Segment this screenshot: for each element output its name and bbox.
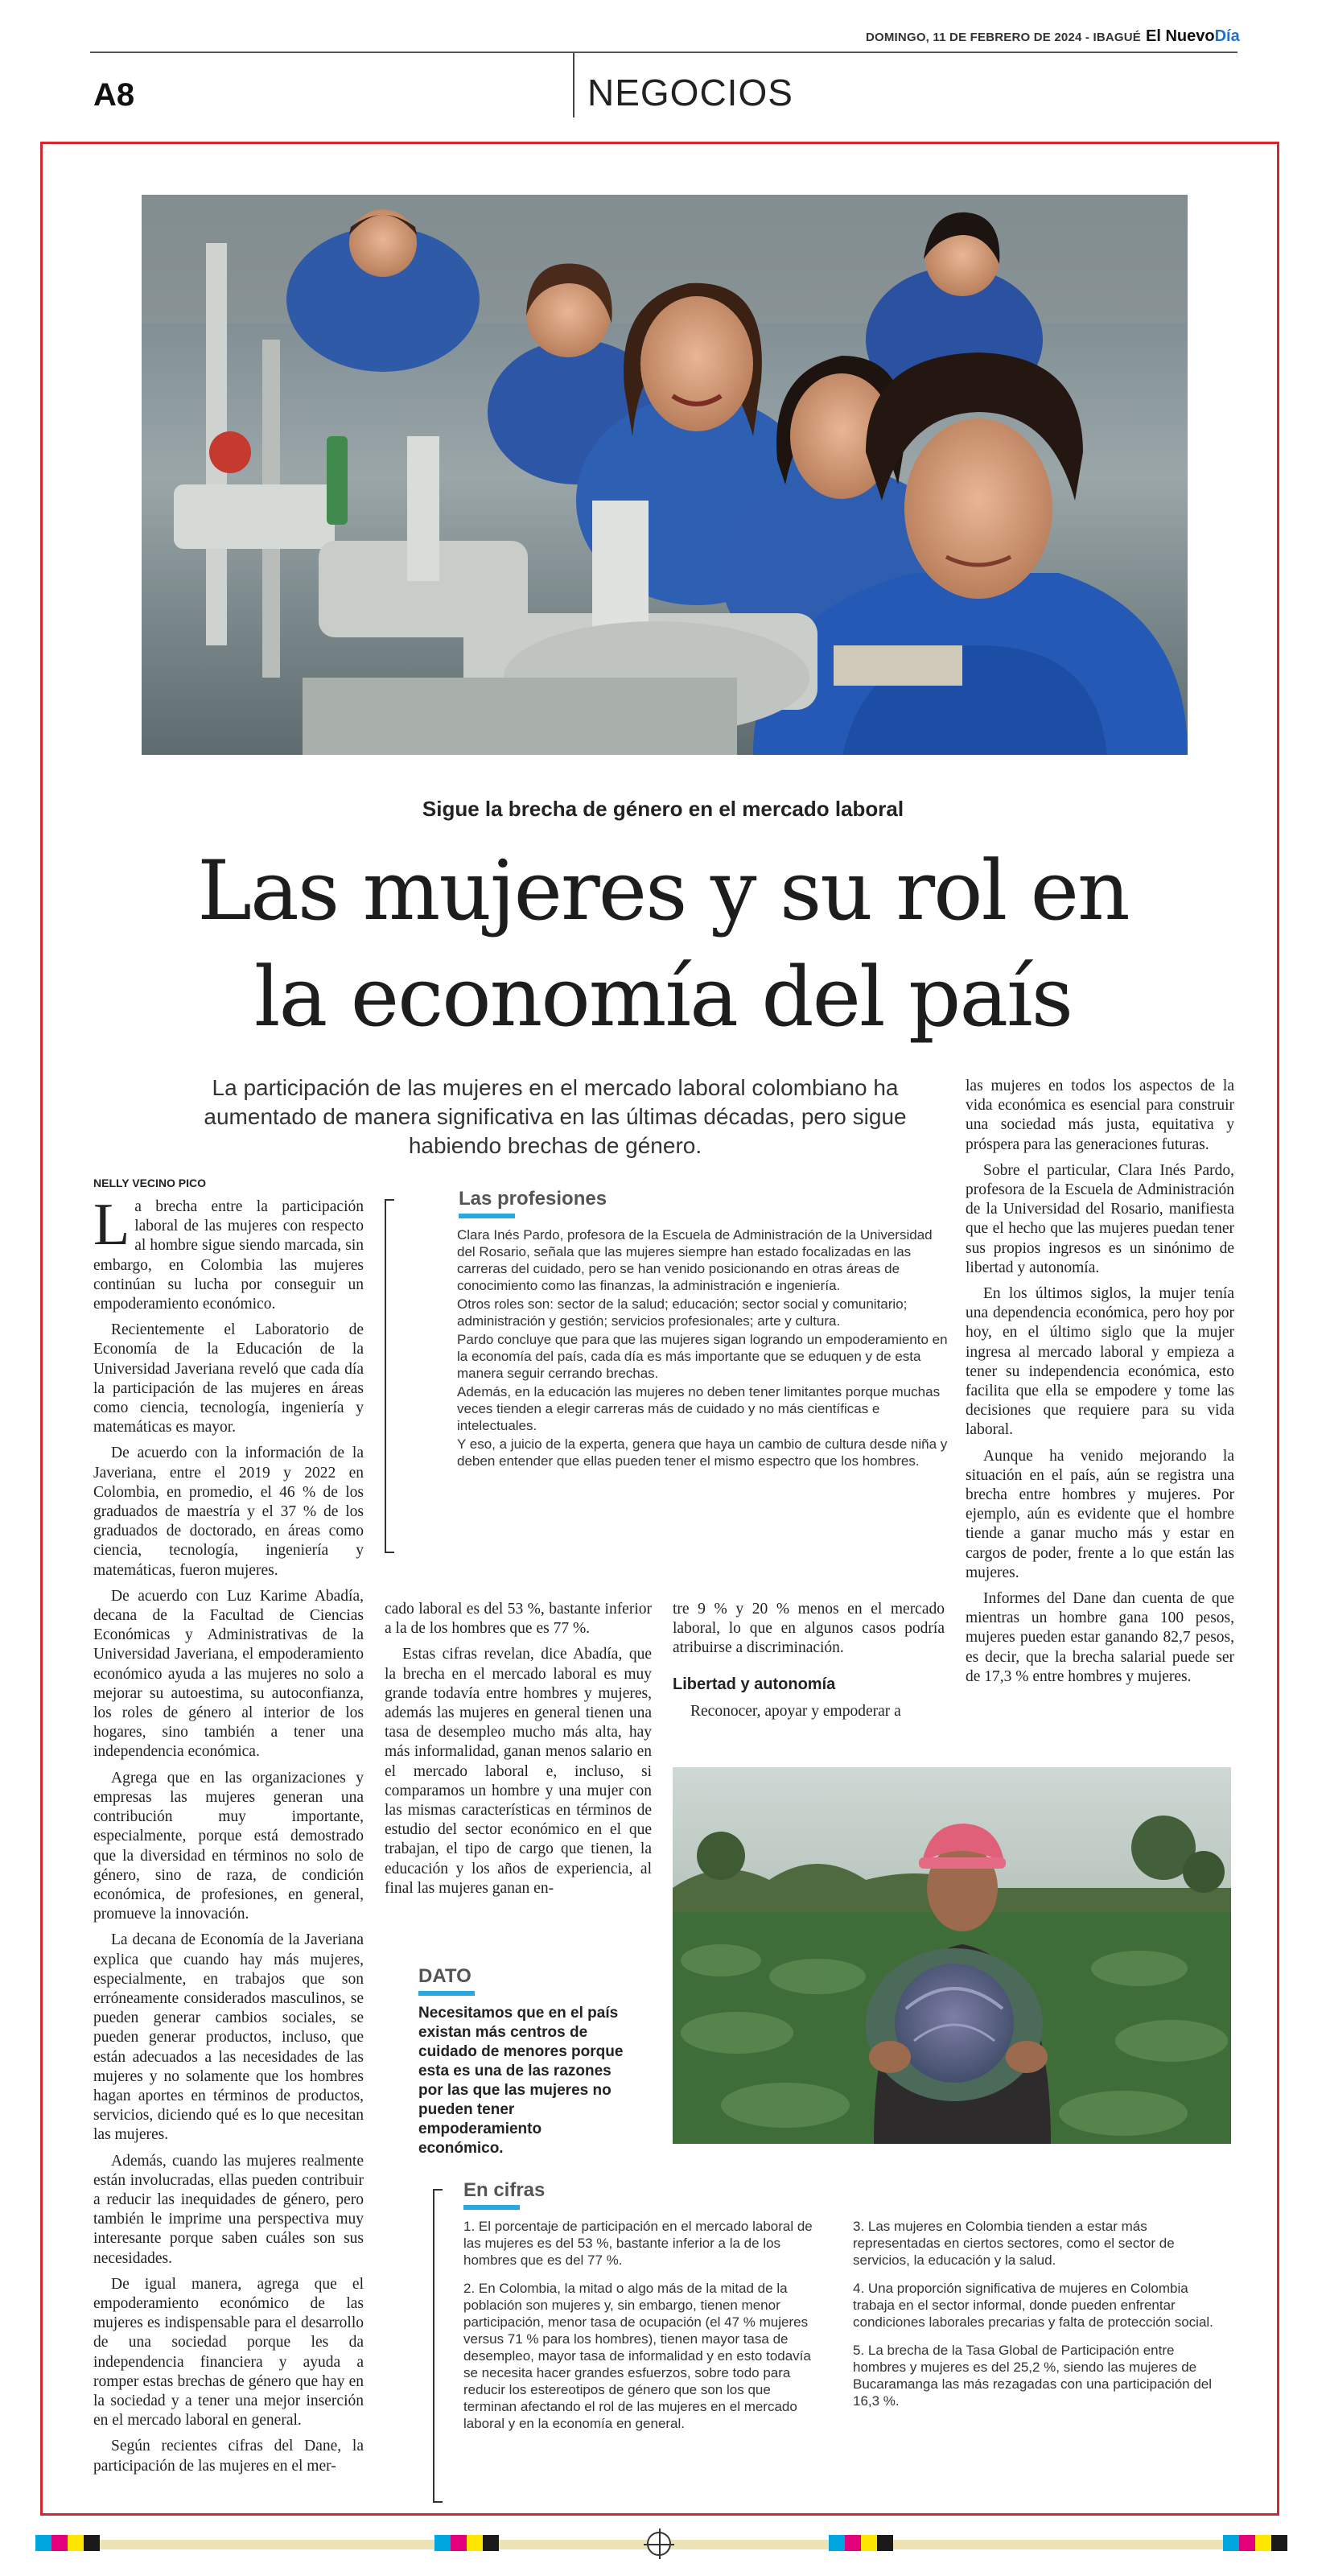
profesiones-paragraph: Y eso, a juicio de la experta, genera que haya un cambio de cultura desde niña y deben entender que ellas pueden tener el mismo espectro que los hombres.	[457, 1436, 948, 1469]
profesiones-paragraph: Pardo concluye que para que las mujeres sigan logrando un empoderamiento en la economía del país, cada día es más importante que se eduquen y de esta manera seguir cerrando brechas.	[457, 1332, 948, 1381]
sewing-factory-photo	[142, 195, 1188, 755]
cifras-column-right	[853, 2218, 1215, 2443]
paragraph: Estas cifras revelan, dice Abadía, que la brecha en el mercado laboral es muy grande todavía entre hombres y mujeres, además las mujeres en general tienen una tasa de desempleo mucho más alta, hay más informalidad, ganan menos salario en el mercado laboral e, incluso, si comparamos un hombre y una mujer con las mismas características en términos de estudio del sector económico en el que trabajan, el tipo de cargo que tienen, la educación y los años de experiencia, al final las mujeres ganan en-	[385, 1646, 652, 1897]
paragraph: Recientemente el Laboratorio de Economía de la Educación de la Universidad Javeriana reveló que cada día la participación de las mujeres en áreas como ciencia, tecnología, ingeniería y matemáticas es mayor.	[93, 1321, 364, 1436]
section-divider	[573, 53, 574, 117]
cifras-column-left	[463, 2218, 826, 2443]
cabbage-farmer-photo	[673, 1767, 1231, 2144]
profesiones-paragraph: Además, en la educación las mujeres no deben tener limitantes porque muchas veces tienden a elegir carreras más de cuidado y no más científicas e intelectuales.	[457, 1384, 941, 1433]
cifras-item: 5. La brecha de la Tasa Global de Participación entre hombres y mujeres es del 25,2 %, siendo las mujeres de Bucaramanga las más rezagadas con una participación del 16,3 %.	[853, 2343, 1213, 2409]
paragraph: La brecha entre la participación laboral de las mujeres con respecto al hombre sigue siendo marcada, sin embargo, en Colombia las mujeres continúan su lucha por conseguir un empoderamiento económico.	[93, 1192, 364, 1313]
paragraph: Informes del Dane dan cuenta de que mientras un hombre gana 100 pesos, mujeres pueden estar ganando 82,7 pesos, es decir, que la brecha salarial puede ser de 17,3 % entre hombres y mujeres.	[966, 1590, 1234, 1685]
profesiones-box	[385, 1188, 948, 1471]
paragraph: En los últimos siglos, la mujer tenía una dependencia económica, pero hoy por hoy, en el último siglo que la mujer ingresa al mercado laboral y empieza a tener su independencia económica, esto facilita que ella se empodere y tome las decisiones que requiere para su vida laboral.	[966, 1285, 1234, 1439]
yellow-swatch	[68, 2535, 84, 2551]
yellow-swatch	[861, 2535, 877, 2551]
cifras-item: 2. En Colombia, la mitad o algo más de la mitad de la población son mujeres y, sin embargo, tienen menor participación, menor tasa de ocupación (el 47 % mujeres versus 71 % para los hombres), tienen mayor tasa de desempleo, mayor tasa de informalidad y en esto todavía se necesita hacer grandes esfuerzos, sobre todo para reducir los estereotipos de género que son los que terminan afectando el rol de las mujeres en el mercado laboral y en la economía en general.	[463, 2281, 811, 2431]
accent-bar	[463, 2205, 520, 2210]
black-swatch	[84, 2535, 100, 2551]
article-lede: La participación de las mujeres en el mercado laboral colombiano ha aumentado de manera significativa en las últimas décadas, pero sigue habiendo brechas de género.	[204, 1075, 907, 1158]
paragraph: De acuerdo con Luz Karime Abadía, decana de la Facultad de Ciencias Económicas y Administrativas de la Universidad Javeriana, el empoderamiento económico ayuda a las mujeres no solo a mejorar su autoestima, su autoconfianza, los roles de género al interior de los hogares, sino también a tener una independencia económica.	[93, 1587, 364, 1761]
profesiones-paragraph: Otros roles son: sector de la salud; educación; sector social y comunitario; administración y gestión; servicios profesionales; arte y cultura.	[457, 1296, 908, 1329]
magenta-swatch	[1239, 2535, 1255, 2551]
headline-line-1: Las mujeres y su rol en	[197, 843, 1129, 939]
cifras-item: 4. Una proporción significativa de mujeres en Colombia trabaja en el sector informal, donde pueden enfrentar condiciones laborales precarias y falta de protección social.	[853, 2281, 1213, 2330]
profesiones-title: Las profesiones	[459, 1188, 607, 1210]
paragraph: Agrega que en las organizaciones y empresas las mujeres generan una contribución muy importante, especialmente, porque está demostrado que la diversidad en términos no solo de género, sino de raza, de condición económica, de profesiones, en general, promueve la innovación.	[93, 1769, 364, 1923]
cifras-bracket	[433, 2189, 443, 2503]
cyan-swatch	[829, 2535, 845, 2551]
magenta-swatch	[451, 2535, 467, 2551]
paragraph: tre 9 % y 20 % menos en el mercado laboral, lo que en algunos casos podría atribuirse a discriminación.	[673, 1601, 945, 1657]
page-number: A8	[93, 77, 135, 113]
body-column-3	[673, 1600, 945, 1728]
section-title: NEGOCIOS	[587, 72, 793, 113]
paragraph: cado laboral es del 53 %, bastante inferior a la de los hombres que es 77 %.	[385, 1601, 652, 1638]
header-rule	[90, 52, 1237, 53]
paragraph: De acuerdo con la información de la Javeriana, entre el 2019 y 2022 en Colombia, en promedio, el 46 % de los graduados de maestría y el 37 % de los graduados de doctorado, en áreas como ciencia, tecnología, ingeniería y matemáticas, fueron mujeres.	[93, 1445, 364, 1579]
edition-date: DOMINGO, 11 DE FEBRERO DE 2024 - IBAGUÉ	[865, 31, 1141, 44]
cifras-columns	[463, 2218, 1236, 2443]
article-headline	[0, 839, 1326, 1051]
dato-title: DATO	[418, 1965, 472, 1987]
logo-accent: Día	[1214, 27, 1240, 45]
black-swatch	[877, 2535, 893, 2551]
magenta-swatch	[51, 2535, 68, 2551]
registration-mark-icon	[647, 2532, 671, 2556]
dato-text: Necesitamos que en el país existan más centros de cuidado de menores porque esta es una de las razones por las que las mujeres no pueden tener empoderamiento económico.	[418, 2005, 624, 2157]
black-swatch	[1271, 2535, 1287, 2551]
paragraph: Reconocer, apoyar y empoderar a	[690, 1702, 901, 1720]
paragraph: Aunque ha venido mejorando la situación en el país, aún se registra una brecha entre hombres y mujeres. Por ejemplo, aún es evidente que el hombre tiende a ganar mucho más y estar en cargos de poder, frente a lo que están las mujeres.	[966, 1447, 1234, 1581]
magenta-swatch	[845, 2535, 861, 2551]
cyan-swatch	[1223, 2535, 1239, 2551]
black-swatch	[483, 2535, 499, 2551]
cifras-item: 3. Las mujeres en Colombia tienden a estar más representadas en ciertos sectores, como el sector de servicios, la educación y la salud.	[853, 2219, 1175, 2268]
drop-cap: L	[93, 1192, 130, 1258]
yellow-swatch	[1255, 2535, 1271, 2551]
paragraph: Además, cuando las mujeres realmente están involucradas, ellas pueden contribuir a reducir las inequidades de género, pero también le imprime una perspectiva muy interesante porque saben cuáles son sus necesidades.	[93, 2152, 364, 2267]
article-kicker: Sigue la brecha de género en el mercado laboral	[422, 797, 904, 821]
accent-bar	[459, 1214, 515, 1218]
paragraph: Según recientes cifras del Dane, la participación de las mujeres en el mer-	[93, 2438, 364, 2475]
body-column-4	[966, 1077, 1234, 1693]
paragraph: las mujeres en todos los aspectos de la vida económica es esencial para construir una sociedad más justa, equitativa y próspera para las generaciones futuras.	[966, 1078, 1234, 1153]
profesiones-paragraph: Clara Inés Pardo, profesora de la Escuela de Administración de la Universidad del Rosario, señala que las mujeres siempre han estado focalizadas en las carreras del cuidado, pero se han venido posicionando en otras áreas de conocimiento como las finanzas, la administración e ingeniería.	[457, 1227, 933, 1293]
dato-box	[418, 1965, 628, 2158]
newspaper-logo	[1146, 27, 1240, 46]
logo-main: El Nuevo	[1146, 27, 1215, 45]
paragraph: Sobre el particular, Clara Inés Pardo, profesora de la Escuela de Administración de la Universidad del Rosario, manifiesta que el hecho que las mujeres puedan tener sus propios ingresos es un sinónimo de libertad y autonomía.	[966, 1161, 1234, 1276]
headline-line-2: la economía del país	[253, 950, 1073, 1045]
profesiones-text	[457, 1226, 948, 1469]
cifras-item: 1. El porcentaje de participación en el mercado laboral de las mujeres es del 53 %, bastante inferior a la de los hombres que es del 77 %.	[463, 2219, 813, 2268]
paragraph: De igual manera, agrega que el empoderamiento económico de las mujeres es indispensable para el desarrollo de una sociedad porque les da independencia financiera y ayuda a romper estas brechas de género que hay en la sociedad y a tener una mejor inserción en el mercado laboral en general.	[93, 2275, 364, 2430]
byline: NELLY VECINO PICO	[93, 1177, 207, 1189]
cyan-swatch	[35, 2535, 51, 2551]
cifras-box	[463, 2179, 1236, 2443]
accent-bar	[418, 1991, 475, 1996]
cifras-title: En cifras	[463, 2179, 546, 2201]
body-column-1	[93, 1192, 364, 2483]
yellow-swatch	[467, 2535, 483, 2551]
cyan-swatch	[434, 2535, 451, 2551]
body-column-2	[385, 1600, 652, 1905]
paragraph: La decana de Economía de la Javeriana explica que cuando hay más mujeres, especialmente, en trabajos que son erróneamente considerados masculinos, se pueden generar cambios sociales, se pueden generar productos, incluso, que están adecuados a las necesidades de las mujeres y no solamente que los hombres hagan aportes en términos de productos, servicios, diciendo qué es lo que necesitan las mujeres.	[93, 1931, 364, 2144]
subhead-libertad: Libertad y autonomía	[673, 1675, 836, 1693]
